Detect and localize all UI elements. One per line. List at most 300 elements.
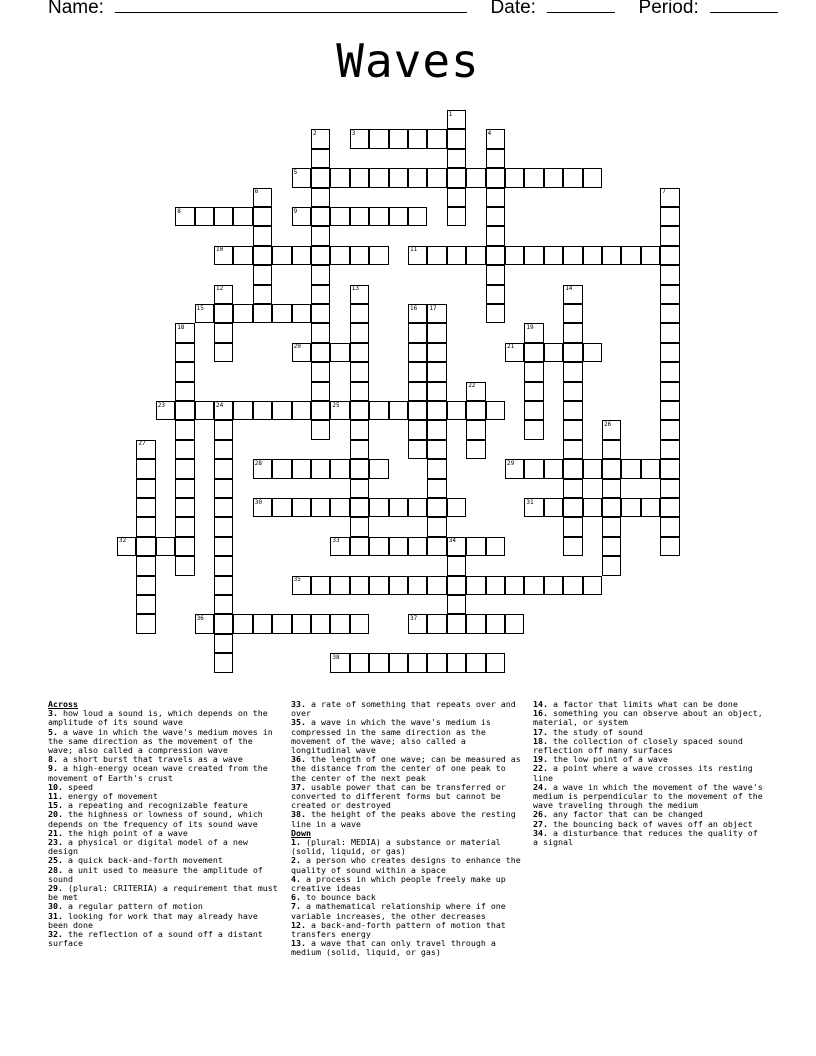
grid-cell[interactable] (408, 440, 427, 459)
grid-cell[interactable] (660, 498, 679, 517)
grid-cell[interactable] (389, 537, 408, 556)
grid-cell[interactable] (660, 207, 679, 226)
grid-cell[interactable] (350, 576, 369, 595)
grid-cell[interactable] (330, 498, 349, 517)
grid-cell[interactable] (311, 246, 330, 265)
grid-cell[interactable] (563, 323, 582, 342)
grid-cell[interactable] (583, 168, 602, 187)
grid-cell[interactable] (350, 246, 369, 265)
grid-cell[interactable] (641, 498, 660, 517)
grid-cell[interactable] (369, 498, 388, 517)
grid-cell[interactable] (350, 304, 369, 323)
grid-cell[interactable] (330, 343, 349, 362)
grid-cell[interactable] (447, 556, 466, 575)
grid-cell[interactable] (427, 537, 446, 556)
grid-cell[interactable] (350, 498, 369, 517)
grid-cell[interactable] (563, 537, 582, 556)
grid-cell[interactable] (369, 537, 388, 556)
grid-cell[interactable] (427, 517, 446, 536)
grid-cell[interactable] (486, 537, 505, 556)
grid-cell[interactable] (311, 401, 330, 420)
grid-cell[interactable] (660, 226, 679, 245)
grid-cell[interactable] (563, 420, 582, 439)
grid-cell[interactable] (350, 479, 369, 498)
grid-cell[interactable] (214, 323, 233, 342)
clue-item-text: a wave in which the wave's medium is compressed in the same direction as the movement of the wave; also called a longitudinal wave (291, 717, 491, 756)
clue-item (291, 875, 523, 893)
grid-cell[interactable] (505, 168, 524, 187)
grid-cell[interactable] (447, 207, 466, 226)
grid-cell[interactable] (214, 614, 233, 633)
grid-cell[interactable] (660, 401, 679, 420)
grid-cell[interactable] (350, 168, 369, 187)
clue-item-number: 25. (48, 855, 63, 866)
clue-item-number: 37. (291, 781, 306, 792)
grid-cell[interactable] (311, 207, 330, 226)
grid-cell[interactable] (660, 440, 679, 459)
clue-item-number: 10. (48, 781, 63, 792)
grid-cell[interactable] (350, 537, 369, 556)
grid-cell[interactable] (486, 207, 505, 226)
grid-cell[interactable] (427, 576, 446, 595)
grid-cell[interactable] (253, 226, 272, 245)
grid-cell[interactable] (563, 459, 582, 478)
grid-cell[interactable] (544, 576, 563, 595)
clue-item (48, 709, 280, 727)
grid-cell[interactable] (486, 401, 505, 420)
grid-cell[interactable] (447, 168, 466, 187)
grid-cell[interactable] (233, 304, 252, 323)
grid-cell[interactable] (350, 343, 369, 362)
grid-cell[interactable] (408, 420, 427, 439)
clue-item-number: 38. (291, 809, 306, 820)
grid-cell[interactable] (214, 440, 233, 459)
grid-cell[interactable] (233, 207, 252, 226)
grid-cell[interactable] (621, 498, 640, 517)
grid-cell[interactable] (427, 440, 446, 459)
grid-cell[interactable] (214, 634, 233, 653)
grid-cell[interactable] (486, 576, 505, 595)
grid-cell[interactable] (524, 343, 543, 362)
grid-cell[interactable] (486, 653, 505, 672)
clue-number: 16 (410, 304, 418, 312)
grid-cell[interactable] (369, 129, 388, 148)
grid-cell[interactable] (486, 188, 505, 207)
grid-cell[interactable] (621, 459, 640, 478)
grid-cell[interactable] (389, 129, 408, 148)
grid-cell[interactable] (524, 246, 543, 265)
grid-cell[interactable] (505, 614, 524, 633)
clue-item-number: 21. (48, 827, 63, 838)
grid-cell[interactable] (175, 459, 194, 478)
grid-cell[interactable] (466, 168, 485, 187)
grid-cell[interactable] (272, 614, 291, 633)
grid-cell[interactable] (195, 401, 214, 420)
clue-item-number: 5. (48, 726, 58, 737)
grid-cell[interactable] (660, 382, 679, 401)
grid-cell[interactable] (214, 304, 233, 323)
clue-item-text: the collection of closely spaced sound reflection off many surfaces (533, 735, 743, 756)
clue-number: 11 (410, 246, 418, 254)
grid-cell[interactable] (350, 653, 369, 672)
grid-cell[interactable] (641, 459, 660, 478)
grid-cell[interactable] (311, 459, 330, 478)
grid-cell[interactable] (563, 304, 582, 323)
grid-cell[interactable] (447, 188, 466, 207)
grid-cell[interactable] (214, 343, 233, 362)
grid-cell[interactable] (253, 614, 272, 633)
grid-cell[interactable] (583, 459, 602, 478)
grid-cell[interactable] (602, 556, 621, 575)
grid-cell[interactable] (583, 246, 602, 265)
grid-cell[interactable] (214, 498, 233, 517)
grid-cell[interactable] (563, 343, 582, 362)
grid-cell[interactable] (447, 576, 466, 595)
grid-cell[interactable] (311, 149, 330, 168)
grid-cell[interactable] (408, 168, 427, 187)
clue-number: 12 (216, 285, 224, 293)
grid-cell[interactable] (660, 343, 679, 362)
clue-item-number: 11. (48, 791, 63, 802)
grid-cell[interactable] (136, 459, 155, 478)
grid-cell[interactable] (583, 498, 602, 517)
grid-cell[interactable] (524, 168, 543, 187)
grid-cell[interactable] (350, 614, 369, 633)
grid-cell[interactable] (350, 420, 369, 439)
grid-cell[interactable] (486, 226, 505, 245)
grid-cell[interactable] (466, 614, 485, 633)
grid-cell[interactable] (505, 246, 524, 265)
grid-cell[interactable] (136, 517, 155, 536)
grid-cell[interactable] (214, 595, 233, 614)
grid-cell[interactable] (408, 382, 427, 401)
grid-cell[interactable] (311, 226, 330, 245)
grid-cell[interactable] (292, 459, 311, 478)
grid-cell[interactable] (389, 168, 408, 187)
grid-cell[interactable] (486, 304, 505, 323)
grid-cell[interactable] (369, 401, 388, 420)
grid-cell[interactable] (350, 207, 369, 226)
grid-cell[interactable] (253, 285, 272, 304)
grid-cell[interactable] (311, 304, 330, 323)
grid-cell[interactable] (311, 382, 330, 401)
grid-cell[interactable] (524, 401, 543, 420)
grid-cell[interactable] (136, 595, 155, 614)
grid-cell[interactable] (350, 459, 369, 478)
grid-cell[interactable] (272, 498, 291, 517)
grid-cell[interactable] (427, 459, 446, 478)
grid-cell[interactable] (330, 576, 349, 595)
grid-cell[interactable] (641, 246, 660, 265)
grid-cell[interactable] (660, 537, 679, 556)
grid-cell[interactable] (389, 498, 408, 517)
grid-cell[interactable] (427, 246, 446, 265)
grid-cell[interactable] (466, 653, 485, 672)
grid-cell[interactable] (311, 188, 330, 207)
grid-cell[interactable] (272, 304, 291, 323)
grid-cell[interactable] (136, 576, 155, 595)
grid-cell[interactable] (524, 459, 543, 478)
grid-cell[interactable] (369, 207, 388, 226)
grid-cell[interactable] (136, 556, 155, 575)
grid-cell[interactable] (311, 265, 330, 284)
grid-cell[interactable] (389, 576, 408, 595)
grid-cell[interactable] (136, 537, 155, 556)
grid-cell[interactable] (214, 653, 233, 672)
grid-cell[interactable] (563, 168, 582, 187)
grid-cell[interactable] (563, 401, 582, 420)
grid-cell[interactable] (427, 362, 446, 381)
grid-cell[interactable] (156, 537, 175, 556)
grid-cell[interactable] (427, 614, 446, 633)
grid-cell[interactable] (466, 246, 485, 265)
grid-cell[interactable] (369, 246, 388, 265)
clue-number: 6 (254, 188, 259, 196)
grid-cell[interactable] (233, 401, 252, 420)
clue-item (291, 856, 523, 874)
grid-cell[interactable] (563, 382, 582, 401)
grid-cell[interactable] (427, 323, 446, 342)
grid-cell[interactable] (583, 343, 602, 362)
grid-cell[interactable] (486, 168, 505, 187)
grid-cell[interactable] (466, 401, 485, 420)
grid-cell[interactable] (408, 401, 427, 420)
grid-cell[interactable] (369, 459, 388, 478)
grid-cell[interactable] (272, 246, 291, 265)
grid-cell[interactable] (214, 537, 233, 556)
grid-cell[interactable] (563, 479, 582, 498)
grid-cell[interactable] (350, 401, 369, 420)
grid-cell[interactable] (369, 653, 388, 672)
grid-cell[interactable] (660, 246, 679, 265)
grid-cell[interactable] (311, 362, 330, 381)
grid-cell[interactable] (524, 362, 543, 381)
grid-cell[interactable] (408, 343, 427, 362)
grid-cell[interactable] (175, 479, 194, 498)
grid-cell[interactable] (330, 168, 349, 187)
grid-cell[interactable] (602, 479, 621, 498)
grid-cell[interactable] (544, 246, 563, 265)
grid-cell[interactable] (175, 556, 194, 575)
grid-cell[interactable] (447, 401, 466, 420)
grid-cell[interactable] (311, 168, 330, 187)
grid-cell[interactable] (214, 479, 233, 498)
grid-cell[interactable] (233, 246, 252, 265)
grid-cell[interactable] (447, 653, 466, 672)
grid-cell[interactable] (447, 595, 466, 614)
grid-cell[interactable] (369, 168, 388, 187)
grid-cell[interactable] (214, 517, 233, 536)
grid-cell[interactable] (233, 614, 252, 633)
grid-cell[interactable] (350, 362, 369, 381)
grid-cell[interactable] (427, 498, 446, 517)
grid-cell[interactable] (621, 246, 640, 265)
grid-cell[interactable] (175, 420, 194, 439)
grid-cell[interactable] (660, 517, 679, 536)
grid-cell[interactable] (447, 129, 466, 148)
grid-cell[interactable] (292, 614, 311, 633)
grid-cell[interactable] (253, 246, 272, 265)
grid-cell[interactable] (330, 614, 349, 633)
grid-cell[interactable] (505, 576, 524, 595)
grid-cell[interactable] (330, 246, 349, 265)
grid-cell[interactable] (136, 498, 155, 517)
grid-cell[interactable] (408, 576, 427, 595)
grid-cell[interactable] (253, 304, 272, 323)
grid-cell[interactable] (563, 517, 582, 536)
grid-cell[interactable] (660, 362, 679, 381)
grid-cell[interactable] (136, 614, 155, 633)
grid-cell[interactable] (660, 265, 679, 284)
grid-cell[interactable] (563, 498, 582, 517)
grid-cell[interactable] (175, 401, 194, 420)
clue-item-text: a point where a wave crosses its resting line (533, 763, 753, 783)
grid-cell[interactable] (660, 304, 679, 323)
grid-cell[interactable] (408, 362, 427, 381)
grid-cell[interactable] (524, 382, 543, 401)
clue-item-text: the reflection of a sound off a distant surface (48, 929, 263, 949)
grid-cell[interactable] (660, 420, 679, 439)
grid-cell[interactable] (524, 420, 543, 439)
grid-cell[interactable] (602, 440, 621, 459)
grid-cell[interactable] (214, 207, 233, 226)
grid-cell[interactable] (350, 440, 369, 459)
grid-cell[interactable] (292, 246, 311, 265)
grid-cell[interactable] (660, 479, 679, 498)
grid-cell[interactable] (660, 459, 679, 478)
grid-cell[interactable] (544, 343, 563, 362)
grid-cell[interactable] (427, 401, 446, 420)
grid-cell[interactable] (408, 207, 427, 226)
clue-item-text: usable power that can be transferred or converted to different forms but cannot be created or destroyed (291, 781, 506, 811)
grid-cell[interactable] (486, 149, 505, 168)
grid-cell[interactable] (311, 343, 330, 362)
grid-cell[interactable] (544, 498, 563, 517)
grid-cell[interactable] (175, 517, 194, 536)
grid-cell[interactable] (486, 614, 505, 633)
grid-cell[interactable] (602, 537, 621, 556)
grid-cell[interactable] (175, 498, 194, 517)
grid-cell[interactable] (214, 576, 233, 595)
grid-cell[interactable] (583, 576, 602, 595)
grid-cell[interactable] (350, 323, 369, 342)
grid-cell[interactable] (311, 498, 330, 517)
grid-cell[interactable] (427, 168, 446, 187)
grid-cell[interactable] (408, 653, 427, 672)
grid-cell[interactable] (311, 285, 330, 304)
grid-cell[interactable] (330, 207, 349, 226)
grid-cell[interactable] (389, 401, 408, 420)
grid-cell[interactable] (544, 168, 563, 187)
grid-cell[interactable] (350, 382, 369, 401)
grid-cell[interactable] (602, 459, 621, 478)
clue-item-number: 31. (48, 910, 63, 921)
clue-number: 36 (196, 614, 204, 622)
grid-cell[interactable] (447, 149, 466, 168)
grid-cell[interactable] (544, 459, 563, 478)
grid-cell[interactable] (136, 479, 155, 498)
grid-cell[interactable] (563, 246, 582, 265)
grid-cell[interactable] (486, 265, 505, 284)
clue-item (48, 866, 280, 884)
grid-cell[interactable] (175, 382, 194, 401)
grid-cell[interactable] (350, 517, 369, 536)
grid-cell[interactable] (389, 207, 408, 226)
grid-cell[interactable] (175, 440, 194, 459)
grid-cell[interactable] (427, 343, 446, 362)
clue-item-text: the study of sound (548, 726, 643, 737)
grid-cell[interactable] (175, 362, 194, 381)
grid-cell[interactable] (311, 420, 330, 439)
grid-cell[interactable] (311, 614, 330, 633)
clue-number: 22 (468, 382, 476, 390)
grid-cell[interactable] (175, 537, 194, 556)
grid-cell[interactable] (389, 653, 408, 672)
grid-cell[interactable] (447, 246, 466, 265)
grid-cell[interactable] (195, 207, 214, 226)
grid-cell[interactable] (466, 537, 485, 556)
grid-cell[interactable] (466, 440, 485, 459)
grid-cell[interactable] (486, 285, 505, 304)
grid-cell[interactable] (427, 382, 446, 401)
grid-cell[interactable] (272, 401, 291, 420)
grid-cell[interactable] (214, 556, 233, 575)
grid-cell[interactable] (175, 343, 194, 362)
grid-cell[interactable] (602, 246, 621, 265)
grid-cell[interactable] (660, 285, 679, 304)
clue-item-number: 26. (533, 809, 548, 820)
grid-cell[interactable] (311, 323, 330, 342)
grid-cell[interactable] (447, 614, 466, 633)
grid-cell[interactable] (369, 576, 388, 595)
grid-cell[interactable] (311, 576, 330, 595)
grid-cell[interactable] (253, 207, 272, 226)
grid-cell[interactable] (253, 265, 272, 284)
grid-cell[interactable] (214, 459, 233, 478)
grid-cell[interactable] (427, 129, 446, 148)
grid-cell[interactable] (427, 479, 446, 498)
grid-cell[interactable] (253, 401, 272, 420)
grid-cell[interactable] (466, 420, 485, 439)
grid-cell[interactable] (427, 420, 446, 439)
grid-cell[interactable] (563, 440, 582, 459)
grid-cell[interactable] (272, 459, 291, 478)
grid-cell[interactable] (408, 129, 427, 148)
clue-item (533, 737, 765, 755)
grid-cell[interactable] (466, 576, 485, 595)
grid-cell[interactable] (408, 537, 427, 556)
grid-cell[interactable] (408, 323, 427, 342)
clue-number: 34 (448, 537, 457, 545)
grid-cell[interactable] (408, 498, 427, 517)
clue-item-text: a regular pattern of motion (63, 901, 203, 912)
grid-cell[interactable] (447, 498, 466, 517)
grid-cell[interactable] (660, 323, 679, 342)
grid-cell[interactable] (292, 498, 311, 517)
grid-cell[interactable] (330, 459, 349, 478)
grid-cell[interactable] (602, 517, 621, 536)
grid-cell[interactable] (563, 362, 582, 381)
grid-cell[interactable] (214, 420, 233, 439)
grid-cell[interactable] (427, 653, 446, 672)
grid-cell[interactable] (524, 576, 543, 595)
grid-cell[interactable] (563, 576, 582, 595)
grid-cell[interactable] (486, 246, 505, 265)
grid-cell[interactable] (292, 304, 311, 323)
grid-cell[interactable] (602, 498, 621, 517)
clue-number: 1 (448, 110, 453, 118)
grid-cell[interactable] (292, 401, 311, 420)
